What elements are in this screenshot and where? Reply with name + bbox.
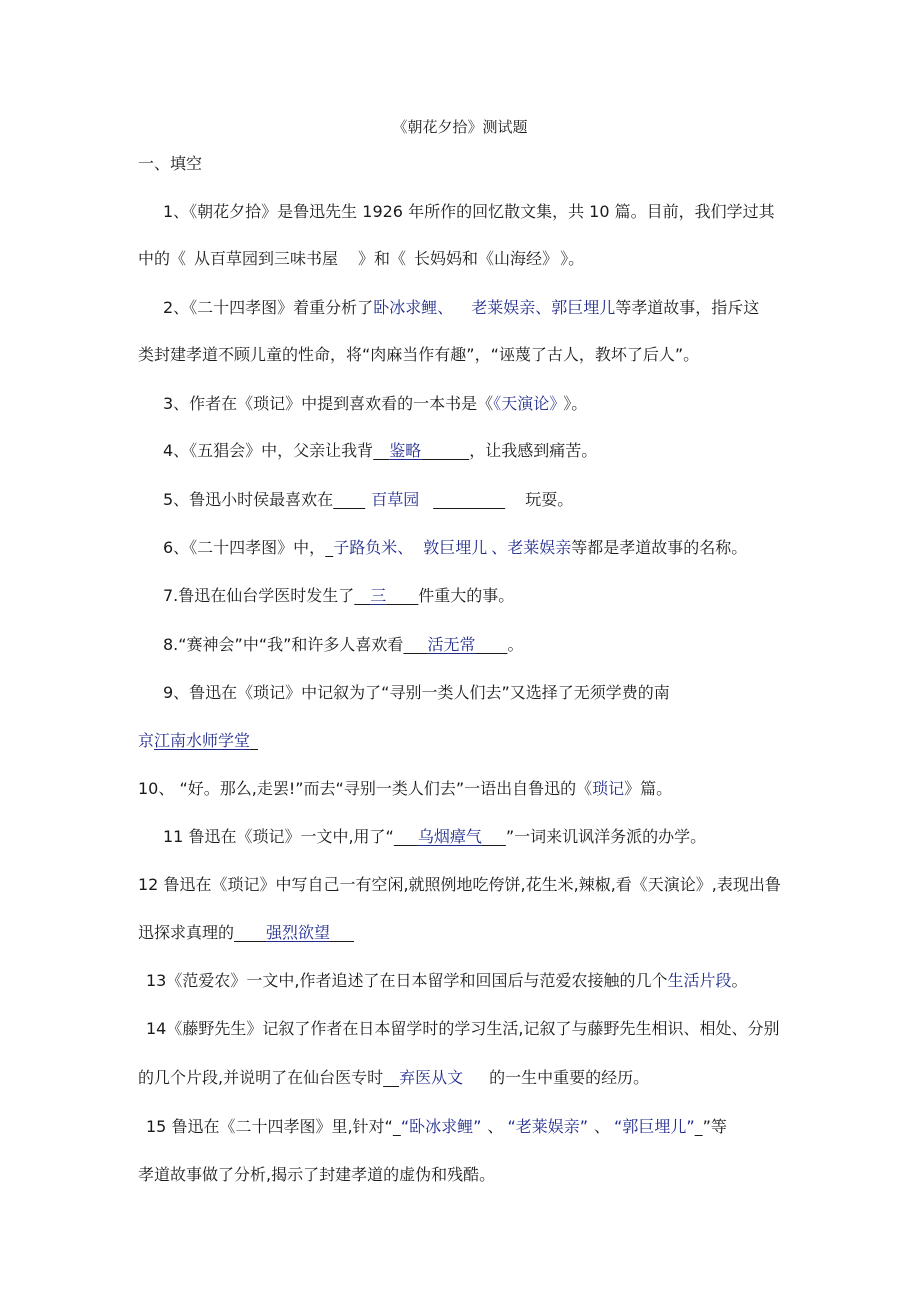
q1-text-c: 》。 bbox=[560, 249, 585, 268]
q8-text-a: 8.“赛神会”中“我”和许多人喜欢看 bbox=[163, 635, 404, 654]
question-6 bbox=[163, 537, 747, 559]
q6-blank bbox=[325, 538, 333, 557]
q13-answer: 生活片段 bbox=[667, 971, 732, 990]
q2-answer-1: 卧冰求鲤、 bbox=[373, 298, 454, 317]
q9-answer: 江南水师学堂 bbox=[154, 731, 251, 750]
section-heading: 一、填空 bbox=[138, 154, 203, 173]
q5-answer: 百草园 bbox=[371, 490, 420, 509]
question-9-line-1: 9、鲁迅在《琐记》中记叙为了“寻别一类人们去”又选择了无须学费的南 bbox=[163, 683, 670, 702]
question-10 bbox=[138, 778, 672, 800]
question-12-line-1: 12 鲁迅在《琐记》中写自己一有空闲,就照例地吃侉饼,花生米,辣椒,看《天演论》,表现出鲁 bbox=[138, 875, 781, 894]
question-8 bbox=[163, 634, 523, 656]
question-4 bbox=[163, 440, 597, 462]
q3-text-b: 》。 bbox=[563, 394, 588, 413]
q15-text-b: ”等 bbox=[702, 1117, 727, 1136]
q9-blank bbox=[250, 731, 258, 750]
q4-blank-left bbox=[373, 441, 389, 460]
q3-text-a: 3、作者在《琐记》中提到喜欢看的一本书是《 bbox=[163, 394, 494, 413]
q11-answer: 乌烟瘴气 bbox=[417, 827, 482, 846]
q4-text-a: 4、《五猖会》中，父亲让我背 bbox=[163, 441, 374, 460]
q15-answer-3: “郭巨埋儿” bbox=[614, 1117, 695, 1136]
q10-answer: 琐记 bbox=[592, 779, 625, 798]
q1-answer-1: 从百草园到三味书屋 bbox=[194, 249, 339, 268]
q13-text-b: 。 bbox=[731, 971, 748, 990]
q6-answer-3: 老莱娱亲 bbox=[507, 538, 572, 557]
q5-blank-left bbox=[333, 490, 365, 509]
q1-answer-2: 长妈妈和《山海经》 bbox=[414, 249, 551, 268]
question-1-line-1: 1、《朝花夕拾》是鲁迅先生 1926 年所作的回忆散文集，共 10 篇。目前，我们学过其 bbox=[163, 202, 775, 221]
question-15-line-1 bbox=[146, 1116, 727, 1138]
question-5 bbox=[163, 489, 573, 511]
question-9-line-2 bbox=[138, 730, 258, 752]
q7-answer: 三 bbox=[370, 586, 387, 605]
question-2-line-1 bbox=[163, 297, 759, 319]
q5-text-b: 玩耍。 bbox=[525, 490, 574, 509]
q6-text-b: 等都是孝道故事的名称。 bbox=[571, 538, 748, 557]
q15-text-a: 15 鲁迅在《二十四孝图》里,针对“ bbox=[146, 1117, 393, 1136]
q7-blank-right bbox=[386, 586, 418, 605]
q8-text-b: 。 bbox=[507, 635, 524, 654]
q11-blank-right bbox=[482, 827, 506, 846]
q14-answer: 弃医从文 bbox=[399, 1068, 464, 1087]
q9-text-a: 京 bbox=[138, 731, 155, 750]
q11-blank-left bbox=[394, 827, 418, 846]
q2-answer-2: 老莱娱亲、 bbox=[471, 298, 552, 317]
q8-blank-right bbox=[475, 635, 507, 654]
question-13 bbox=[146, 970, 747, 992]
q15-separator-2: 、 bbox=[594, 1117, 611, 1136]
q15-blank-right bbox=[695, 1117, 703, 1136]
q4-answer: 鉴略 bbox=[389, 441, 422, 460]
q6-answer-2: 敦巨埋儿 bbox=[423, 538, 488, 557]
q12-answer: 强烈欲望 bbox=[266, 923, 331, 942]
question-12-line-2 bbox=[138, 922, 354, 944]
q12-blank-right bbox=[330, 923, 354, 942]
q6-text-a: 6、《二十四孝图》中， bbox=[163, 538, 326, 557]
q10-text-a: 10、 “好。那么,走罢!”而去“寻别一类人们去”一语出自鲁迅的《 bbox=[138, 779, 593, 798]
question-3 bbox=[163, 393, 587, 415]
question-15-line-2: 孝道故事做了分析,揭示了封建孝道的虚伪和残酷。 bbox=[138, 1165, 496, 1184]
question-1-line-2 bbox=[138, 248, 584, 270]
question-7 bbox=[163, 585, 514, 607]
q12-blank-left bbox=[234, 923, 266, 942]
q6-answer-1: 子路负米、 bbox=[333, 538, 414, 557]
q7-blank-left bbox=[354, 586, 370, 605]
q13-text-a: 13《范爱农》一文中,作者追述了在日本留学和回国后与范爱农接触的几个 bbox=[146, 971, 668, 990]
q4-blank-right bbox=[421, 441, 469, 460]
question-2-line-2: 类封建孝道不顾儿童的性命，将“肉麻当作有趣”，“诬蔑了古人，教坏了后人”。 bbox=[138, 345, 700, 364]
q2-answer-3: 郭巨埋儿 bbox=[551, 298, 616, 317]
q15-separator-1: 、 bbox=[487, 1117, 504, 1136]
q11-text-a: 11 鲁迅在《琐记》一文中,用了“ bbox=[163, 827, 394, 846]
q2-text-b: 等孝道故事，指斥这 bbox=[615, 298, 760, 317]
q14-blank bbox=[383, 1068, 399, 1087]
q5-blank-right bbox=[433, 490, 505, 509]
question-14-line-1: 14《藤野先生》记叙了作者在日本留学时的学习生活,记叙了与藤野先生相识、相处、分别 bbox=[146, 1019, 780, 1038]
q2-text-a: 2、《二十四孝图》着重分析了 bbox=[163, 298, 374, 317]
q10-text-b: 》篇。 bbox=[624, 779, 673, 798]
q14-text-a: 的几个片段,并说明了在仙台医专时 bbox=[138, 1068, 384, 1087]
q5-text-a: 5、鲁迅小时侯最喜欢在 bbox=[163, 490, 334, 509]
q7-text-b: 件重大的事。 bbox=[418, 586, 515, 605]
q1-text-a: 中的《 bbox=[138, 249, 187, 268]
q11-text-b: ”一词来讥讽洋务派的办学。 bbox=[505, 827, 707, 846]
q15-answer-1: “卧冰求鲤” bbox=[400, 1117, 482, 1136]
q8-answer: 活无常 bbox=[427, 635, 476, 654]
q7-text-a: 7.鲁迅在仙台学医时发生了 bbox=[163, 586, 355, 605]
question-14-line-2 bbox=[138, 1067, 649, 1089]
q6-separator: 、 bbox=[491, 538, 508, 557]
q14-text-b: 的一生中重要的经历。 bbox=[489, 1068, 650, 1087]
q12-text-a: 迅探求真理的 bbox=[138, 923, 235, 942]
q15-answer-2: “老莱娱亲” bbox=[507, 1117, 589, 1136]
question-11 bbox=[163, 826, 706, 848]
q1-text-b: 》和《 bbox=[358, 249, 407, 268]
page-title: 《朝花夕拾》测试题 bbox=[392, 118, 528, 136]
q3-answer: 《天演论》 bbox=[493, 394, 558, 413]
q4-text-b: ，让我感到痛苦。 bbox=[469, 441, 598, 460]
q8-blank-left bbox=[403, 635, 427, 654]
q15-blank-left bbox=[393, 1117, 401, 1136]
